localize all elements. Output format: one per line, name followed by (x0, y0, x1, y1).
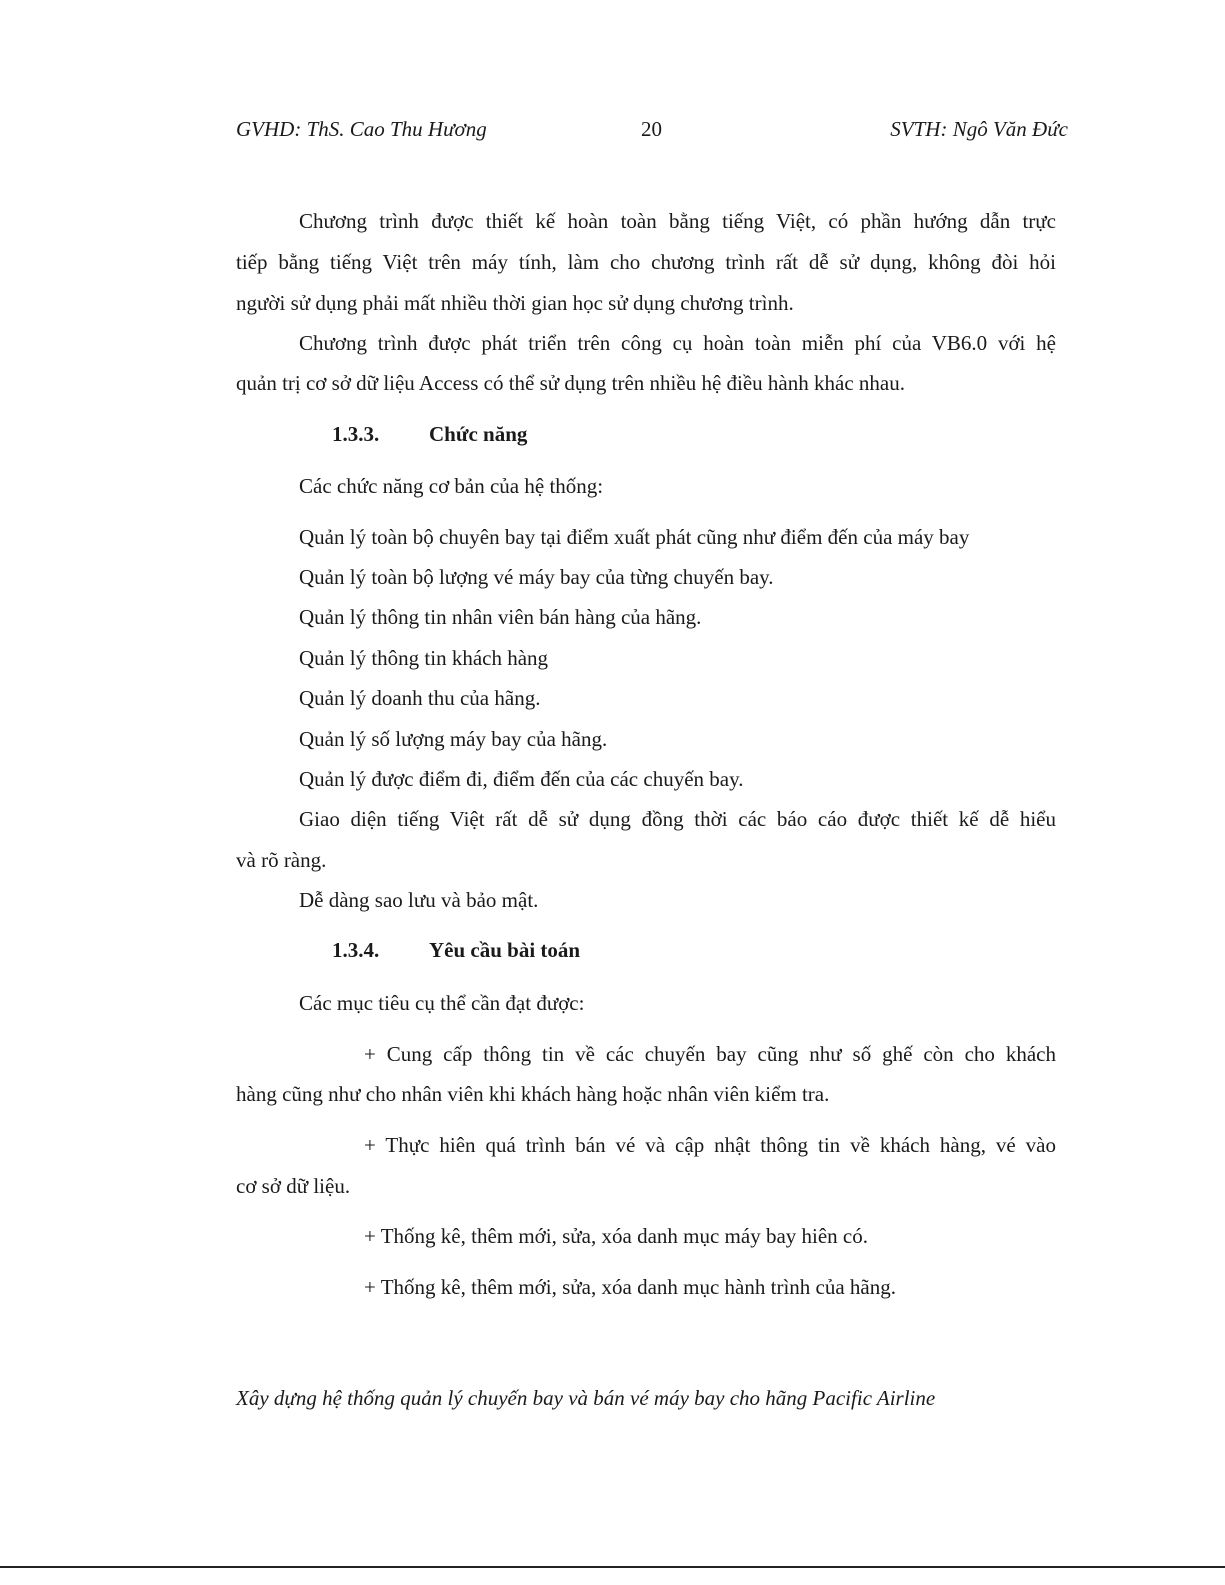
paragraph-line: người sử dụng phải mất nhiều thời gian học sử dụng chương trình. (236, 291, 794, 315)
supervisor-label: GVHD: ThS. Cao Thu Hương (236, 117, 487, 141)
section-intro: Các chức năng cơ bản của hệ thống: (299, 474, 604, 498)
section-title: Yêu cầu bài toán (429, 938, 581, 962)
section-title: Chức năng (429, 422, 528, 446)
paragraph-line: tiếp bằng tiếng Việt trên máy tính, làm cho chương trình rất dễ sử dụng, không đòi hỏi (236, 250, 1056, 274)
goal-line: + Thực hiên quá trình bán vé và cập nhật thông tin về khách hàng, vé vào (364, 1133, 1056, 1157)
page-header (236, 117, 1068, 147)
goal-line: cơ sở dữ liệu. (236, 1174, 351, 1198)
list-item: Quản lý thông tin nhân viên bán hàng của hãng. (299, 605, 702, 629)
paragraph-line: và rõ ràng. (236, 848, 327, 872)
list-item: Quản lý được điểm đi, điểm đến của các chuyến bay. (299, 767, 744, 791)
paragraph-line: Giao diện tiếng Việt rất dễ sử dụng đồng thời các báo cáo được thiết kế dễ hiểu (299, 807, 1056, 831)
list-item: Quản lý số lượng máy bay của hãng. (299, 727, 608, 751)
section-number: 1.3.4. (332, 938, 380, 962)
section-intro: Các mục tiêu cụ thể cần đạt được: (299, 991, 585, 1015)
goal-line: hàng cũng như cho nhân viên khi khách hàng hoặc nhân viên kiểm tra. (236, 1082, 830, 1106)
list-item: Quản lý toàn bộ chuyên bay tại điểm xuất phát cũng như điểm đến của máy bay (299, 525, 970, 549)
goal-line: + Thống kê, thêm mới, sửa, xóa danh mục hành trình của hãng. (364, 1275, 896, 1299)
list-item: Quản lý toàn bộ lượng vé máy bay của từng chuyến bay. (299, 565, 774, 589)
list-item: Quản lý thông tin khách hàng (299, 646, 549, 670)
list-item: Quản lý doanh thu của hãng. (299, 686, 541, 710)
paragraph-line: Chương trình được phát triển trên công cụ hoàn toàn miễn phí của VB6.0 với hệ (299, 331, 1056, 355)
page-number: 20 (641, 117, 662, 141)
goal-line: + Thống kê, thêm mới, sửa, xóa danh mục máy bay hiên có. (364, 1224, 868, 1248)
student-label: SVTH: Ngô Văn Đức (890, 117, 1068, 141)
section-number: 1.3.3. (332, 422, 380, 446)
paragraph-line: Dễ dàng sao lưu và bảo mật. (299, 888, 539, 912)
paragraph-line: Chương trình được thiết kế hoàn toàn bằng tiếng Việt, có phần hướng dẫn trực (299, 209, 1056, 233)
goal-line: + Cung cấp thông tin về các chuyến bay cũng như số ghế còn cho khách (364, 1042, 1056, 1066)
page-footer: Xây dựng hệ thống quản lý chuyến bay và bán vé máy bay cho hãng Pacific Airline (236, 1386, 936, 1410)
scan-edge-line (0, 1566, 1225, 1568)
paragraph-line: quản trị cơ sở dữ liệu Access có thể sử dụng trên nhiều hệ điều hành khác nhau. (236, 371, 905, 395)
